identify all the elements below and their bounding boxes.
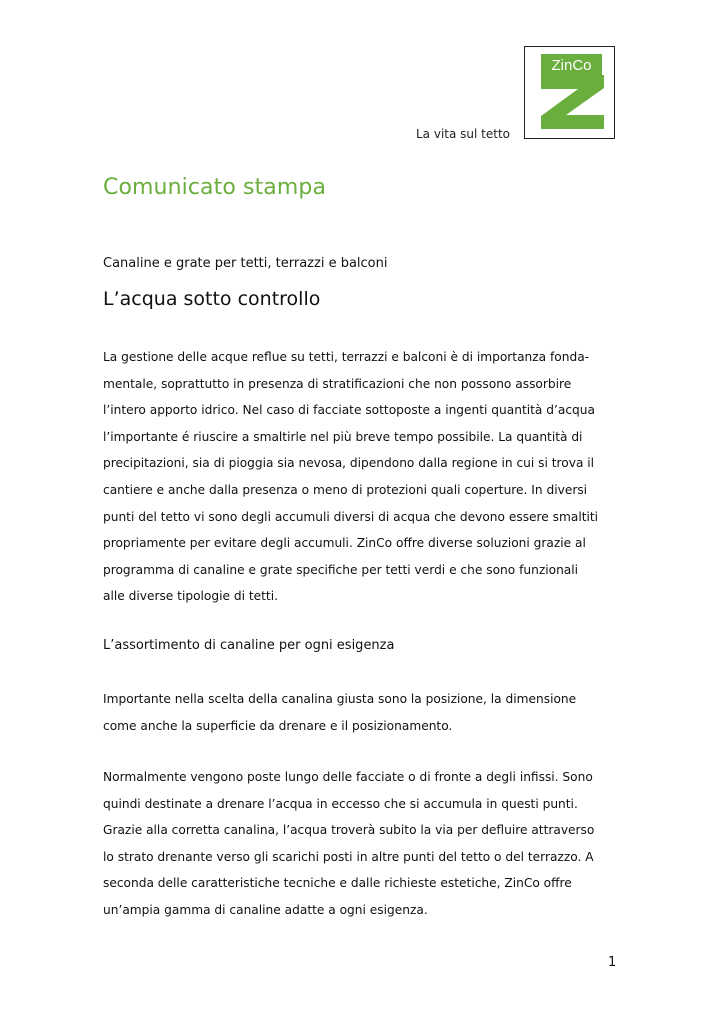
- intro-line: alle diverse tipologie di tetti.: [103, 589, 278, 604]
- intro-line: propriamente per evitare degli accumuli. ZinCo offre diverse soluzioni grazie al: [103, 536, 586, 551]
- paragraph-3: [103, 764, 643, 924]
- intro-paragraph: [103, 344, 643, 610]
- intro-line: cantiere e anche dalla presenza o meno di protezioni quali coperture. In diversi: [103, 482, 588, 497]
- paragraph-line: come anche la superficie da drenare e il posizionamento.: [103, 718, 453, 733]
- intro-line: l’intero apporto idrico. Nel caso di facciate sottoposte a ingenti quantità d’acqua: [103, 403, 595, 418]
- paragraph-line: un’ampia gamma di canaline adatte a ogni esigenza.: [103, 902, 428, 917]
- headline: L’acqua sotto controllo: [103, 288, 321, 310]
- paragraph-line: Grazie alla corretta canalina, l’acqua troverà subito la via per defluire attraverso: [103, 823, 595, 838]
- section-heading: L’assortimento di canaline per ogni esigenza: [103, 638, 395, 653]
- intro-line: punti del tetto vi sono degli accumuli diversi di acqua che devono essere smaltiti: [103, 509, 599, 524]
- zinco-logo-mark: [525, 47, 616, 140]
- paragraph-2: [103, 686, 643, 739]
- paragraph-line: Importante nella scelta della canalina giusta sono la posizione, la dimensione: [103, 692, 577, 706]
- intro-line: mentale, soprattutto in presenza di stratificazioni che non possono assorbire: [103, 376, 572, 391]
- paragraph-line: Normalmente vengono poste lungo delle facciate o di fronte a degli infissi. Sono: [103, 770, 593, 784]
- intro-line: La gestione delle acque reflue su tetti, terrazzi e balconi è di importanza fonda-: [103, 350, 590, 364]
- logo-wordmark: ZinCo: [551, 57, 592, 74]
- intro-line: l’importante é riuscire a smaltirle nel più breve tempo possibile. La quantità di: [103, 429, 583, 444]
- document-type-title: Comunicato stampa: [103, 175, 327, 200]
- intro-line: precipitazioni, sia di pioggia sia nevosa, dipendono dalla regione in cui si trova il: [103, 456, 595, 471]
- paragraph-line: lo strato drenante verso gli scarichi posti in altre punti del tetto o del terrazzo. A: [103, 849, 594, 864]
- page-number: 1: [608, 955, 617, 970]
- paragraph-line: seconda delle caratteristiche tecniche e dalle richieste estetiche, ZinCo offre: [103, 876, 572, 891]
- subtitle: Canaline e grate per tetti, terrazzi e balconi: [103, 256, 388, 271]
- tagline: La vita sul tetto: [415, 127, 510, 141]
- zinco-logo: [524, 46, 615, 139]
- paragraph-line: quindi destinate a drenare l’acqua in eccesso che si accumula in questi punti.: [103, 796, 578, 811]
- intro-line: programma di canaline e grate specifiche per tetti verdi e che sono funzionali: [103, 562, 579, 577]
